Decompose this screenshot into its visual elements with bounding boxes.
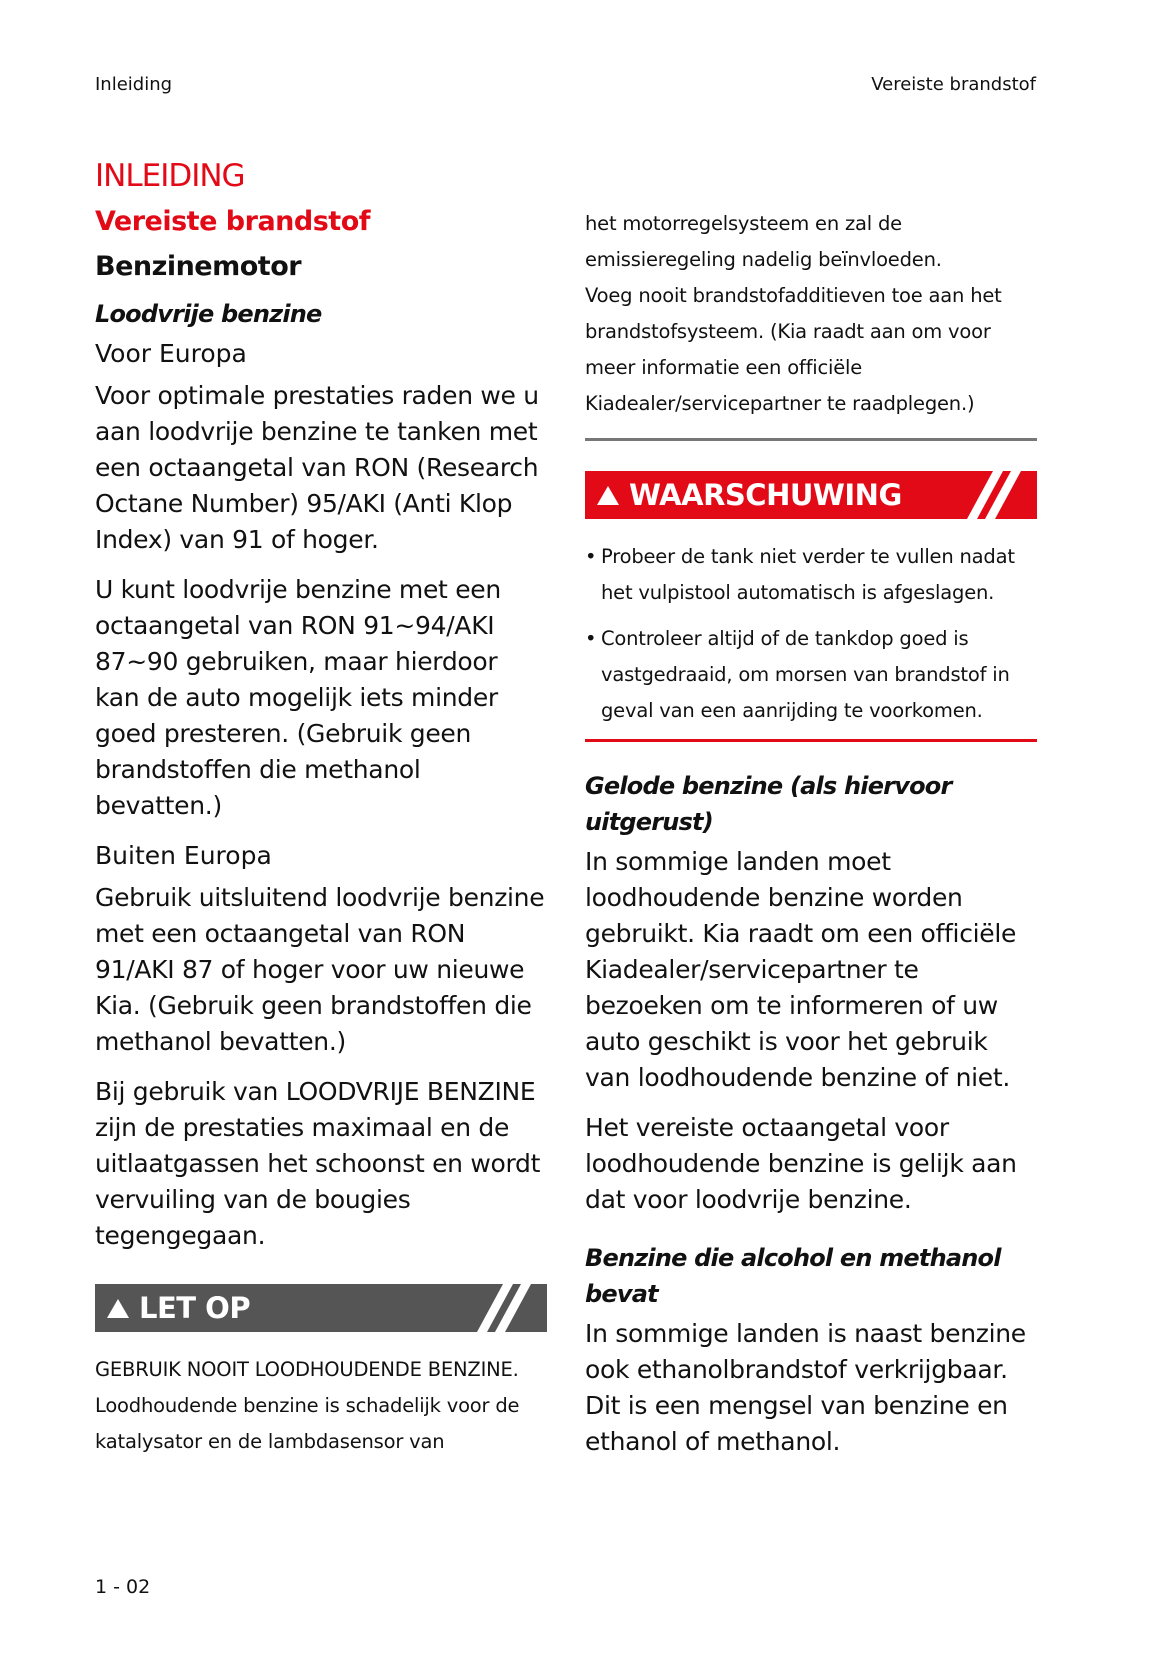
leaded-heading: Gelode benzine (als hiervoor uitgerust) — [585, 772, 952, 836]
alcohol-paragraph-1: In sommige landen is naast benzine ook ethanolbrandstof verkrijgbaar. Dit is een mengsel van benzine en ethanol of methanol. — [585, 1319, 1026, 1456]
warning-label: WAARSCHUWING — [629, 478, 902, 512]
subsection-title: Benzinemotor — [95, 251, 302, 282]
caution-end-rule — [585, 438, 1037, 441]
right-column — [585, 206, 1037, 1474]
caution-paragraph-3: Voeg nooit brandstofadditieven toe aan het brandstofsysteem. (Kia raadt aan om voor meer informatie een officiële Kiadealer/servicepartner te raadplegen.) — [585, 284, 1002, 415]
unleaded-heading: Loodvrije benzine — [95, 300, 322, 328]
warning-list — [585, 539, 1037, 729]
warning-item: • Controleer altijd of de tankdop goed is vastgedraaid, om morsen van brandstof in geval van een aanrijding te voorkomen. — [585, 621, 1037, 729]
running-header-left: Inleiding — [95, 74, 173, 95]
caution-paragraph-2: Loodhoudende benzine is schadelijk voor de katalysator en de lambdasensor van — [95, 1394, 520, 1453]
warning-triangle-icon — [597, 486, 619, 505]
europe-paragraph-2: U kunt loodvrije benzine met een octaangetal van RON 91~94/AKI 87~90 gebruiken, maar hierdoor kan de auto mogelijk iets minder goed presteren. (Gebruik geen brandstoffen die methanol bevatten.) — [95, 575, 501, 820]
caution-paragraph-1: GEBRUIK NOOIT LOODHOUDENDE BENZINE. — [95, 1358, 519, 1381]
warning-banner — [585, 471, 1037, 519]
chapter-title: INLEIDING — [95, 158, 245, 194]
warning-end-rule — [585, 739, 1037, 742]
warning-triangle-icon — [107, 1299, 129, 1318]
page-number: 1 - 02 — [95, 1576, 151, 1598]
outside-europe-paragraph-1: Gebruik uitsluitend loodvrije benzine met een octaangetal van RON 91/AKI 87 of hoger voor uw nieuwe Kia. (Gebruik geen brandstoffen die methanol bevatten.) — [95, 883, 545, 1056]
caution-banner — [95, 1284, 547, 1332]
left-column — [95, 158, 547, 1460]
caution-continued: het motorregelsysteem en zal de emissieregeling nadelig beïnvloeden. — [585, 212, 942, 271]
decorative-slashes-icon — [957, 471, 1037, 519]
outside-europe-label: Buiten Europa — [95, 841, 272, 870]
warning-item: • Probeer de tank niet verder te vullen nadat het vulpistool automatisch is afgeslagen. — [585, 539, 1037, 611]
section-title: Vereiste brandstof — [95, 206, 370, 237]
leaded-paragraph-2: Het vereiste octaangetal voor loodhoudende benzine is gelijk aan dat voor loodvrije benzine. — [585, 1113, 1017, 1214]
decorative-slashes-icon — [467, 1284, 547, 1332]
outside-europe-paragraph-2: Bij gebruik van LOODVRIJE BENZINE zijn de prestaties maximaal en de uitlaatgassen het schoonst en wordt vervuiling van de bougies tegengegaan. — [95, 1077, 541, 1250]
leaded-paragraph-1: In sommige landen moet loodhoudende benzine worden gebruikt. Kia raadt om een officiële Kiadealer/servicepartner te bezoeken om te informeren of uw auto geschikt is voor het gebruik van loodhoudende benzine of niet. — [585, 847, 1017, 1092]
caution-label: LET OP — [139, 1291, 251, 1325]
running-header-right: Vereiste brandstof — [871, 74, 1036, 95]
europe-paragraph-1: Voor optimale prestaties raden we u aan loodvrije benzine te tanken met een octaangetal van RON (Research Octane Number) 95/AKI (Anti Klop Index) van 91 of hoger. — [95, 381, 539, 554]
europe-label: Voor Europa — [95, 339, 247, 368]
alcohol-heading: Benzine die alcohol en methanol bevat — [585, 1244, 1001, 1308]
